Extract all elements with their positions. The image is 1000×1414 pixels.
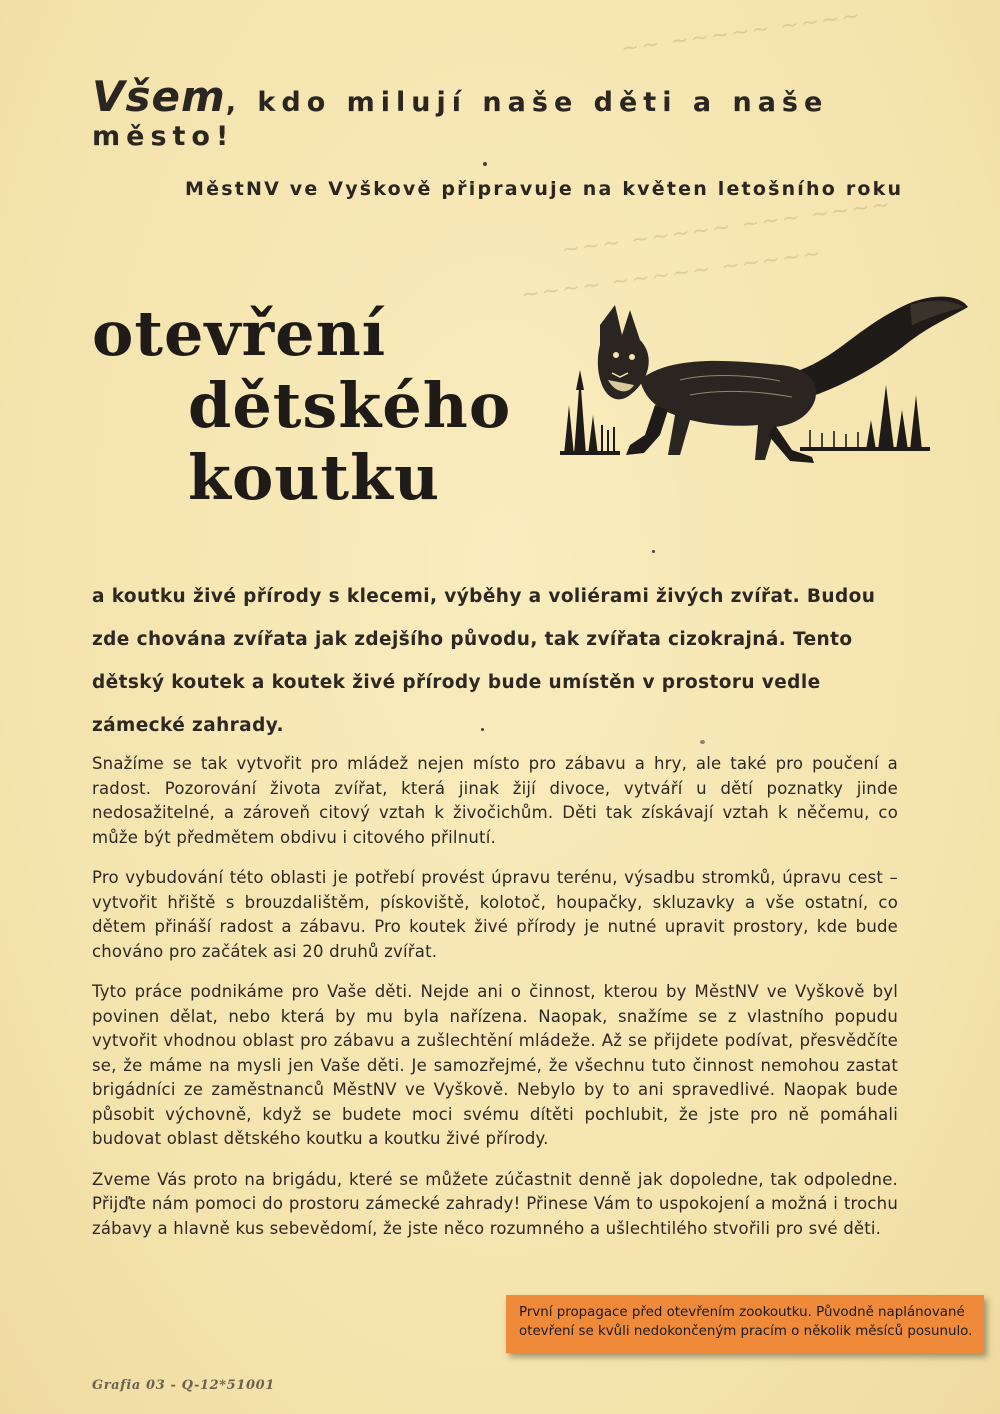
caption-note: První propagace před otevřením zookoutku. Původně naplánované otevření se kvůli nedokončeným pracím o několik měsíců posunulo. [506, 1295, 984, 1353]
subheadline: MěstNV ve Vyškově připravuje na květen letošního roku [185, 178, 904, 200]
fox-illustration-icon [560, 285, 970, 500]
ink-speck [483, 162, 487, 166]
body-paragraph: Pro vybudování této oblasti je potřebí provést úpravu terénu, výsadbu stromků, úpravu cest – vytvořit hřiště s brouzdalištěm, pískoviště, kolotoč, houpačky, skluzavky a vše ostatní, co dětem přináší radost a zábavu. Pro koutek živé přírody je nutné upravit prostory, kde bude chováno pro začátek asi 20 druhů zvířat. [92, 868, 898, 961]
body-paragraph: Tyto práce podnikáme pro Vaše děti. Nejde ani o činnost, kterou by MěstNV ve Vyškově byl povinen dělat, nebo která by mu byla nařízena. Naopak, snažíme se z vlastního popudu vytvořit vhodnou oblast pro zábavu a zušlechtění mládeže. Až se přijdete podívat, přesvědčíte se, že máme na mysli jen Vaše děti. Je samozřejmé, že všechnu tuto činnost nemohou zastat brigádníci ze zaměstnanců MěstNV ve Vyškově. Nebylo by to ani spravedlivé. Naopak bude působit výchovně, když se budete moci svému dítěti pochlubit, že jste pro ně pomáhali budovat oblast dětského koutku a koutku živé přírody. [92, 982, 898, 1148]
printer-imprint: Grafia 03 - Q-12*51001 [92, 1378, 275, 1393]
title-line-2: dětského [188, 369, 512, 442]
headline-rest: , kdo milují naše děti a naše město! [92, 87, 829, 152]
headline-emphasis: Všem [92, 72, 226, 121]
body-paragraph: Zveme Vás proto na brigádu, které se můžete zúčastnit denně jak dopoledne, tak odpoledne. Přijďte nám pomoci do prostoru zámecké zahrady! Přinese Vám to uspokojení a možná i trochu zábavy a hlavně kus sebevědomí, že jste něco rozumného a ušlechtilého stvořili pro své děti. [92, 1169, 898, 1238]
main-title [92, 298, 511, 514]
body-text [92, 752, 898, 1257]
ink-speck [700, 740, 705, 744]
faded-handwriting: ~~~ ~~~~~ ~~~ ~~~~ [559, 191, 894, 264]
faded-handwriting: ~~~~ ~~~~~ ~~~~~ [519, 240, 825, 309]
title-line-1: otevření [92, 297, 387, 370]
intro-paragraph: a koutku živé přírody s klecemi, výběhy a voliérami živých zvířat. Budou zde chována zvířata jak zdejšího původu, tak zvířata cizokrajná. Tento dětský koutek a koutek živé přírody bude umístěn v prostoru vedle zámecké zahrady. [92, 586, 876, 736]
headline [92, 72, 972, 152]
ink-speck [481, 728, 484, 731]
faded-handwriting: ~~ ~~~~~ ~~~~ [619, 3, 864, 62]
ink-speck [652, 550, 655, 553]
body-paragraph: Snažíme se tak vytvořit pro mládež nejen místo pro zábavu a hry, ale také pro poučení a radost. Pozorování života zvířat, která jinak žijí divoce, vytváří u dětí poznatky jinde nedosažitelné, a zároveň citový vztah k živočichům. Děti tak získávají vztah k něčemu, co může být předmětem obdivu i citového přilnutí. [92, 754, 898, 847]
title-line-3: koutku [188, 441, 441, 514]
